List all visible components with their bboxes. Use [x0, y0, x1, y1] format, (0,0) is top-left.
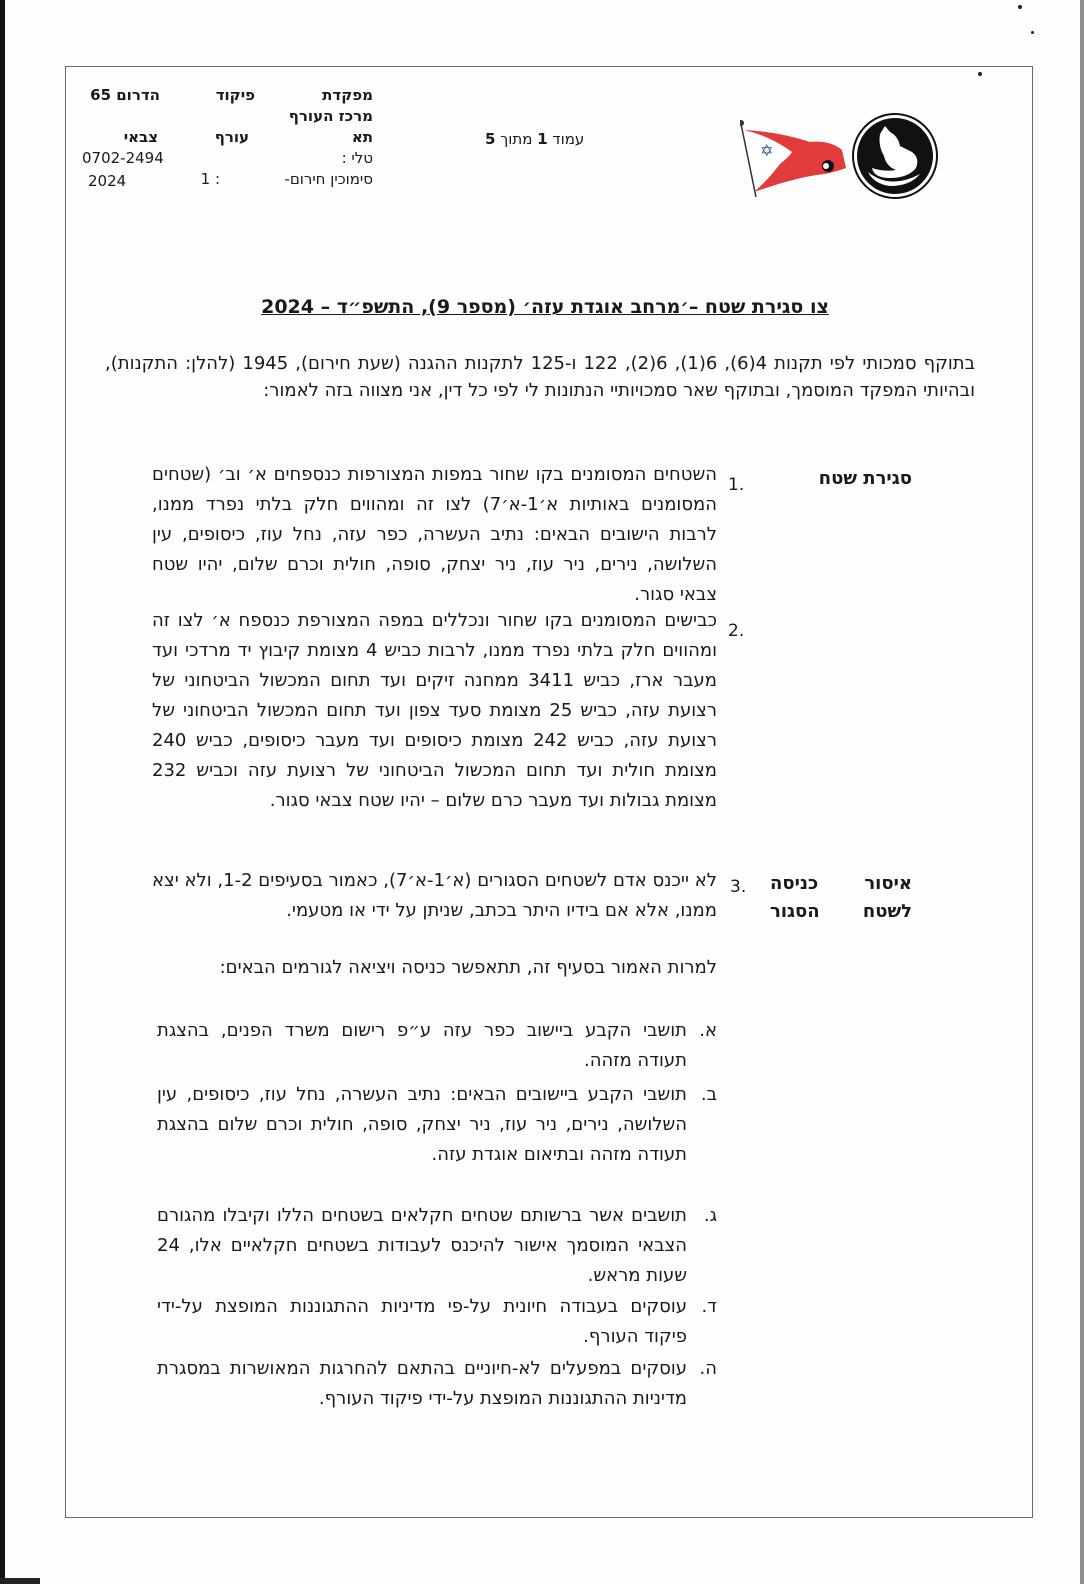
clause-number-3: 3.	[730, 877, 747, 897]
clause-text-1: השטחים המסומנים בקו שחור במפות המצורפות כנספחים א׳ וב׳ (שטחים המסומנים באותיות א׳1-א׳7) לצו זה ומהווים חלק בלתי נפרד ממנו, לרבות הישובים הבאים: נתיב העשרה, כפר עזה, נחל עוז, כיסופים, עין השלושה, נירים, ניר עוז, ניר יצחק, סופה, חולית וכרם שלום, יהיו שטח צבאי סגור.	[152, 464, 717, 605]
header-command-line2: עורף	[214, 128, 249, 146]
logos	[740, 112, 950, 212]
section-heading-entry-ban: איסור כניסה לשטח הסגור	[770, 873, 912, 922]
header-reference-label: סימוכין חירום-	[284, 170, 373, 188]
scan-bottom-edge	[0, 1578, 40, 1584]
header-year: 2024	[88, 172, 127, 190]
header-unit-line2: מרכז העורף	[288, 107, 373, 125]
document-title: צו סגירת שטח –׳מרחב אוגדת עזה׳ (מספר 9), התשפ״ד – 2024	[261, 296, 829, 318]
header-phone-label: טלי :	[341, 149, 373, 167]
page-indicator-middle: מתוך	[500, 130, 533, 148]
header-reference-number: : 1	[200, 170, 220, 188]
page-total: 5	[485, 130, 496, 148]
exception-text: עוסקים בעבודה חיונית על-פי מדיניות ההתגוננות המופצת על-ידי פיקוד העורף.	[157, 1296, 687, 1347]
preamble-paragraph: בתוקף סמכותי לפי תקנות 4(6), 6(1), 6(2), 122 ו-125 לתקנות ההגנה (שעת חירום), 1945 (להלן: התקנות), ובהיותי המפקד המוסמך, ובתוקף שאר סמכויותיי הנתונות לי לפי כל דין, אני מצווה בזה לאמור:	[105, 353, 975, 401]
exception-text: תושבי הקבע ביישוב כפר עזה ע״פ רישום משרד הפנים, בהצגת תעודה מזהה.	[157, 1020, 687, 1071]
exception-letter: א.	[699, 1020, 717, 1041]
header-unit-line3: תא	[351, 128, 373, 146]
scan-left-edge	[0, 0, 5, 1584]
clause-number-2: 2.	[728, 621, 745, 641]
exception-letter: ב.	[700, 1084, 717, 1105]
scan-right-edge	[1080, 0, 1084, 1584]
clause-text-3-exceptions-intro: למרות האמור בסעיף זה, תתאפשר כניסה ויציאה לגורמים הבאים:	[219, 957, 717, 978]
header-unit-line1: מפקדת	[322, 86, 373, 104]
page-indicator-prefix: עמוד	[552, 130, 585, 148]
clause-text-3: לא ייכנס אדם לשטחים הסגורים (א׳1-א׳7), כאמור בסעיפים 1-2, ולא יצא ממנו, אלא אם בידיו היתר בכתב, שניתן על ידי או מטעמי.	[152, 870, 717, 921]
header-phone-number: 0702-2494	[82, 149, 164, 167]
header-military-label: צבאי	[123, 128, 158, 146]
exception-letter: ד.	[701, 1296, 717, 1317]
page-current: 1	[537, 130, 548, 148]
exception-text: עוסקים במפעלים לא-חיוניים בהתאם להחרגות המאושרות במסגרת מדיניות ההתגוננות המופצת על-ידי פיקוד העורף.	[157, 1358, 687, 1409]
scan-speck	[1031, 31, 1034, 34]
clause-number-1: 1.	[728, 475, 745, 495]
fox-emblem-icon	[853, 114, 937, 198]
exception-letter: ג.	[703, 1205, 717, 1226]
header-command-line1: פיקוד	[215, 86, 255, 104]
page-indicator	[485, 130, 584, 148]
exception-text: תושבי הקבע ביישובים הבאים: נתיב העשרה, נחל עוז, כיסופים, עין השלושה, נירים, ניר עוז, ניר יצחק, סופה, חולית וכרם שלום בהצגת תעודה מזהה ובתיאום אוגדת עזה.	[157, 1084, 687, 1165]
header-address: הדרום 65	[90, 86, 160, 104]
scan-speck	[1018, 5, 1022, 9]
section-heading-area-closure: סגירת שטח	[818, 468, 912, 489]
clause-text-2: כבישים המסומנים בקו שחור ונכללים במפה המצורפת כנספח א׳ לצו זה ומהווים חלק בלתי נפרד ממנו, לרבות כביש 4 מצומת קיבוץ יד מרדכי ועד מעבר ארז, כביש 3411 ממחנה זיקים ועד תחום המכשול הביטחוני של רצועת עזה, כביש 25 מצומת סעד צפון ועד תחום המכשול הביטחוני של רצועת עזה, כביש 242 מצומת כיסופים ועד מעבר כיסופים, כביש 240 מצומת חולית ועד תחום המכשול הביטחוני של רצועת עזה וכביש 232 מצומת גבולות ועד מעבר כרם שלום – יהיו שטח צבאי סגור.	[152, 610, 717, 811]
exception-letter: ה.	[699, 1358, 717, 1379]
exception-text: תושבים אשר ברשותם שטחים חקלאים בשטחים הללו וקיבלו מהגורם הצבאי המוסמך אישור להיכנס לעבודות בשטחים חקלאיים אלו, 24 שעות מראש.	[157, 1205, 687, 1286]
svg-text:✡: ✡	[760, 141, 774, 160]
flag-logo-icon	[740, 120, 846, 197]
